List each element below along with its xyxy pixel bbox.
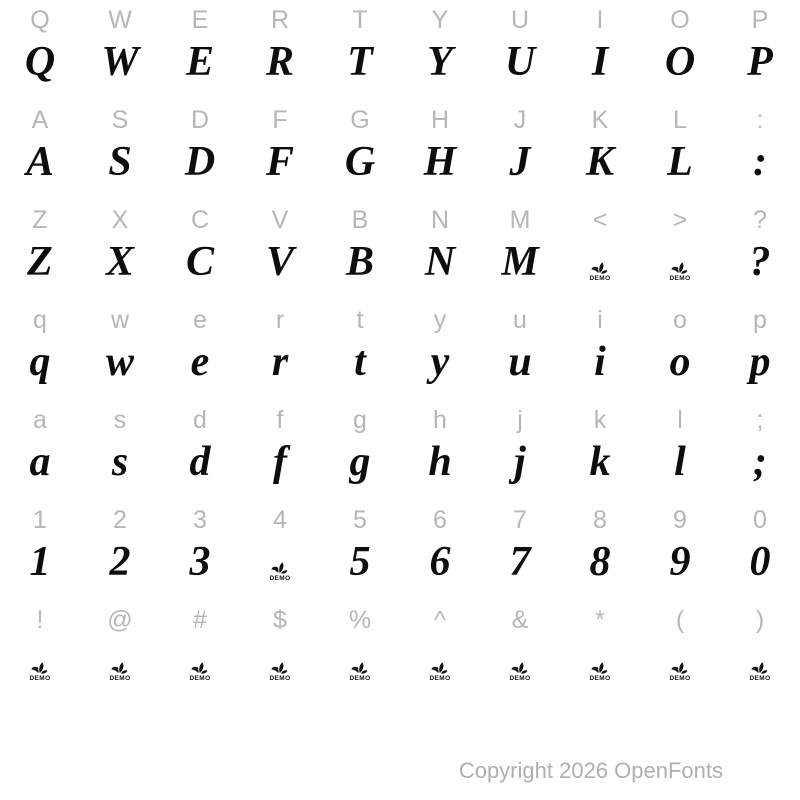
keyboard-key-label: # (193, 606, 207, 634)
character-cell (80, 400, 160, 500)
demo-label: DEMO (189, 675, 211, 682)
keyboard-key-label: > (672, 206, 688, 234)
character-cell (160, 0, 240, 100)
keyboard-key-label: r (275, 306, 285, 334)
fleuron-ornament-icon (271, 562, 288, 574)
font-glyph: L (667, 139, 693, 185)
font-glyph: U (504, 39, 536, 85)
character-cell (0, 100, 80, 200)
font-glyph: 7 (509, 539, 531, 585)
font-glyph: a (29, 439, 51, 485)
character-cell (160, 100, 240, 200)
fleuron-ornament-icon (191, 662, 208, 674)
keyboard-key-label: * (595, 606, 605, 634)
font-glyph: A (25, 139, 54, 185)
font-glyph: r (271, 339, 289, 385)
font-glyph: Y (427, 39, 453, 85)
keyboard-key-label: q (33, 306, 47, 334)
font-glyph: h (428, 439, 452, 485)
character-cell (0, 300, 80, 400)
character-row (0, 100, 800, 200)
fleuron-ornament-icon (591, 662, 608, 674)
font-glyph: R (265, 39, 294, 85)
font-glyph: l (674, 439, 686, 485)
character-cell (480, 300, 560, 400)
demo-placeholder (669, 262, 690, 282)
demo-label: DEMO (349, 675, 371, 682)
font-glyph: K (585, 139, 614, 185)
keyboard-key-label: t (356, 306, 364, 334)
fleuron-ornament-icon (351, 662, 368, 674)
demo-label: DEMO (669, 675, 691, 682)
font-glyph: j (514, 439, 526, 485)
keyboard-key-label: 5 (353, 506, 367, 534)
keyboard-key-label: Z (32, 206, 48, 234)
keyboard-key-label: w (110, 306, 130, 334)
keyboard-key-label: @ (107, 606, 133, 634)
font-glyph: u (508, 339, 532, 385)
keyboard-key-label: l (677, 406, 683, 434)
font-glyph: ; (753, 439, 767, 485)
character-cell (400, 200, 480, 300)
keyboard-key-label: u (513, 306, 527, 334)
font-glyph: 1 (29, 539, 51, 585)
character-row (0, 500, 800, 600)
keyboard-key-label: E (191, 6, 209, 34)
character-cell (640, 100, 720, 200)
demo-placeholder (509, 662, 530, 682)
character-cell (160, 600, 240, 700)
keyboard-key-label: K (591, 106, 609, 134)
font-glyph: w (105, 339, 134, 385)
font-glyph: i (594, 339, 606, 385)
keyboard-key-label: I (596, 6, 604, 34)
character-cell (400, 500, 480, 600)
font-glyph: F (265, 139, 294, 185)
font-glyph (669, 233, 690, 291)
character-cell (560, 300, 640, 400)
font-glyph (589, 233, 610, 291)
character-cell (480, 100, 560, 200)
character-cell (80, 100, 160, 200)
keyboard-key-label: L (673, 106, 687, 134)
character-cell (240, 500, 320, 600)
character-cell (720, 300, 800, 400)
font-glyph: J (509, 139, 531, 185)
character-cell (0, 600, 80, 700)
font-glyph (749, 633, 770, 691)
keyboard-key-label: k (593, 406, 607, 434)
character-cell (640, 500, 720, 600)
keyboard-key-label: d (193, 406, 207, 434)
keyboard-key-label: S (111, 106, 129, 134)
keyboard-key-label: N (430, 206, 450, 234)
font-glyph (29, 633, 50, 691)
font-glyph: d (189, 439, 211, 485)
font-glyph: f (273, 439, 287, 485)
fleuron-ornament-icon (271, 662, 288, 674)
character-row (0, 200, 800, 300)
font-glyph: s (111, 439, 129, 485)
keyboard-key-label: ) (755, 606, 765, 634)
font-glyph (269, 533, 290, 591)
demo-placeholder (589, 662, 610, 682)
character-cell (560, 200, 640, 300)
keyboard-key-label: J (513, 106, 527, 134)
character-cell (640, 0, 720, 100)
keyboard-key-label: 7 (513, 506, 527, 534)
font-glyph (509, 633, 530, 691)
keyboard-key-label: ^ (434, 606, 446, 634)
demo-placeholder (269, 662, 290, 682)
font-glyph: 5 (349, 539, 371, 585)
keyboard-key-label: 3 (193, 506, 207, 534)
character-cell (480, 500, 560, 600)
keyboard-key-label: y (433, 306, 447, 334)
font-glyph: 8 (589, 539, 611, 585)
demo-placeholder (349, 662, 370, 682)
fleuron-ornament-icon (671, 262, 688, 274)
font-glyph (349, 633, 370, 691)
fleuron-ornament-icon (431, 662, 448, 674)
keyboard-key-label: < (592, 206, 608, 234)
font-glyph (589, 633, 610, 691)
character-cell (320, 100, 400, 200)
keyboard-key-label: W (108, 6, 132, 34)
demo-placeholder (749, 662, 770, 682)
keyboard-key-label: : (756, 106, 764, 134)
character-cell (320, 200, 400, 300)
keyboard-key-label: g (353, 406, 367, 434)
character-cell (0, 200, 80, 300)
character-cell (320, 600, 400, 700)
keyboard-key-label: i (597, 306, 603, 334)
fleuron-ornament-icon (511, 662, 528, 674)
font-glyph: g (349, 439, 371, 485)
demo-label: DEMO (509, 675, 531, 682)
keyboard-key-label: C (190, 206, 210, 234)
font-glyph: 3 (189, 539, 211, 585)
font-glyph: : (753, 139, 767, 185)
font-glyph: S (108, 139, 132, 185)
keyboard-key-label: $ (273, 606, 287, 634)
demo-placeholder (189, 662, 210, 682)
font-glyph: 0 (749, 539, 771, 585)
keyboard-key-label: M (509, 206, 531, 234)
character-cell (80, 0, 160, 100)
font-glyph: k (589, 439, 611, 485)
keyboard-key-label: e (193, 306, 207, 334)
character-cell (480, 400, 560, 500)
character-cell (0, 0, 80, 100)
keyboard-key-label: s (113, 406, 127, 434)
demo-placeholder (589, 262, 610, 282)
character-cell (240, 300, 320, 400)
keyboard-key-label: ; (756, 406, 764, 434)
keyboard-key-label: % (348, 606, 372, 634)
keyboard-key-label: G (350, 106, 370, 134)
character-cell (0, 400, 80, 500)
keyboard-key-label: 8 (593, 506, 607, 534)
character-cell (720, 500, 800, 600)
font-glyph: y (430, 339, 450, 385)
character-cell (560, 400, 640, 500)
demo-label: DEMO (29, 675, 51, 682)
demo-label: DEMO (669, 275, 691, 282)
character-cell (480, 600, 560, 700)
keyboard-key-label: 9 (673, 506, 687, 534)
font-glyph: q (29, 339, 51, 385)
keyboard-key-label: F (272, 106, 288, 134)
font-glyph: B (345, 239, 374, 285)
keyboard-key-label: Q (30, 6, 50, 34)
keyboard-key-label: j (517, 406, 523, 434)
keyboard-key-label: H (430, 106, 450, 134)
character-cell (160, 300, 240, 400)
character-row (0, 400, 800, 500)
demo-label: DEMO (749, 675, 771, 682)
demo-placeholder (669, 662, 690, 682)
keyboard-key-label: O (670, 6, 690, 34)
character-cell (560, 100, 640, 200)
character-cell (640, 600, 720, 700)
keyboard-key-label: & (511, 606, 529, 634)
character-cell (480, 200, 560, 300)
character-cell (720, 400, 800, 500)
character-cell (320, 0, 400, 100)
character-cell (80, 300, 160, 400)
font-glyph: C (185, 239, 214, 285)
keyboard-key-label: h (433, 406, 447, 434)
character-cell (720, 100, 800, 200)
character-cell (240, 0, 320, 100)
font-glyph: e (190, 339, 210, 385)
font-glyph: M (501, 239, 539, 285)
demo-label: DEMO (429, 675, 451, 682)
font-glyph: 9 (669, 539, 691, 585)
keyboard-key-label: ! (36, 606, 44, 634)
font-glyph: D (184, 139, 216, 185)
keyboard-key-label: V (271, 206, 289, 234)
fleuron-ornament-icon (591, 262, 608, 274)
demo-placeholder (29, 662, 50, 682)
font-glyph (269, 633, 290, 691)
keyboard-key-label: R (270, 6, 290, 34)
fleuron-ornament-icon (671, 662, 688, 674)
keyboard-key-label: D (190, 106, 210, 134)
character-row (0, 300, 800, 400)
copyright-text: Copyright 2026 OpenFonts (458, 758, 723, 783)
character-row (0, 0, 800, 100)
keyboard-key-label: A (31, 106, 49, 134)
keyboard-key-label: B (351, 206, 369, 234)
font-glyph: I (591, 39, 609, 85)
character-cell (560, 600, 640, 700)
character-cell (400, 0, 480, 100)
font-glyph (189, 633, 210, 691)
font-glyph: ? (749, 239, 771, 285)
demo-label: DEMO (269, 675, 291, 682)
demo-label: DEMO (269, 575, 291, 582)
font-glyph: P (747, 39, 773, 85)
font-glyph: N (424, 239, 456, 285)
character-cell (320, 300, 400, 400)
keyboard-key-label: o (673, 306, 687, 334)
font-glyph: t (354, 339, 366, 385)
fleuron-ornament-icon (31, 662, 48, 674)
font-glyph: Z (27, 239, 53, 285)
keyboard-key-label: 6 (433, 506, 447, 534)
font-glyph: T (347, 39, 373, 85)
font-glyph: G (344, 139, 376, 185)
character-cell (240, 200, 320, 300)
keyboard-key-label: 1 (33, 506, 47, 534)
keyboard-key-label: ? (753, 206, 767, 234)
character-cell (400, 400, 480, 500)
character-cell (240, 600, 320, 700)
font-glyph: E (185, 39, 214, 85)
character-cell (720, 0, 800, 100)
keyboard-key-label: T (352, 6, 368, 34)
character-cell (240, 400, 320, 500)
demo-placeholder (269, 562, 290, 582)
font-glyph: 6 (429, 539, 451, 585)
character-row (0, 600, 800, 700)
keyboard-key-label: X (111, 206, 129, 234)
character-cell (640, 300, 720, 400)
character-cell (80, 200, 160, 300)
character-cell (320, 400, 400, 500)
character-cell (160, 400, 240, 500)
character-cell (400, 100, 480, 200)
character-cell (480, 0, 560, 100)
fleuron-ornament-icon (751, 662, 768, 674)
font-glyph: W (101, 39, 139, 85)
demo-label: DEMO (589, 275, 611, 282)
keyboard-key-label: P (751, 6, 769, 34)
font-glyph (429, 633, 450, 691)
keyboard-key-label: 2 (113, 506, 127, 534)
font-glyph: Q (24, 39, 56, 85)
character-cell (560, 0, 640, 100)
character-cell (400, 600, 480, 700)
fleuron-ornament-icon (111, 662, 128, 674)
character-cell (80, 600, 160, 700)
font-glyph: 2 (109, 539, 131, 585)
character-cell (80, 500, 160, 600)
font-glyph: H (423, 139, 457, 185)
demo-label: DEMO (589, 675, 611, 682)
font-glyph: V (265, 239, 294, 285)
keyboard-key-label: Y (431, 6, 449, 34)
character-cell (160, 500, 240, 600)
demo-placeholder (109, 662, 130, 682)
font-glyph: p (749, 339, 771, 385)
keyboard-key-label: U (510, 6, 530, 34)
character-cell (640, 400, 720, 500)
font-glyph (669, 633, 690, 691)
keyboard-key-label: p (753, 306, 767, 334)
character-cell (320, 500, 400, 600)
font-glyph: X (105, 239, 134, 285)
keyboard-key-label: ( (675, 606, 685, 634)
character-cell (240, 100, 320, 200)
font-glyph (109, 633, 130, 691)
font-glyph: o (669, 339, 691, 385)
character-cell (720, 200, 800, 300)
keyboard-key-label: a (33, 406, 47, 434)
keyboard-key-label: 0 (753, 506, 767, 534)
character-cell (720, 600, 800, 700)
character-cell (400, 300, 480, 400)
demo-placeholder (429, 662, 450, 682)
keyboard-key-label: f (276, 406, 284, 434)
character-cell (560, 500, 640, 600)
character-cell (640, 200, 720, 300)
character-cell (160, 200, 240, 300)
demo-label: DEMO (109, 675, 131, 682)
character-cell (0, 500, 80, 600)
font-glyph: O (664, 39, 696, 85)
keyboard-key-label: 4 (273, 506, 287, 534)
